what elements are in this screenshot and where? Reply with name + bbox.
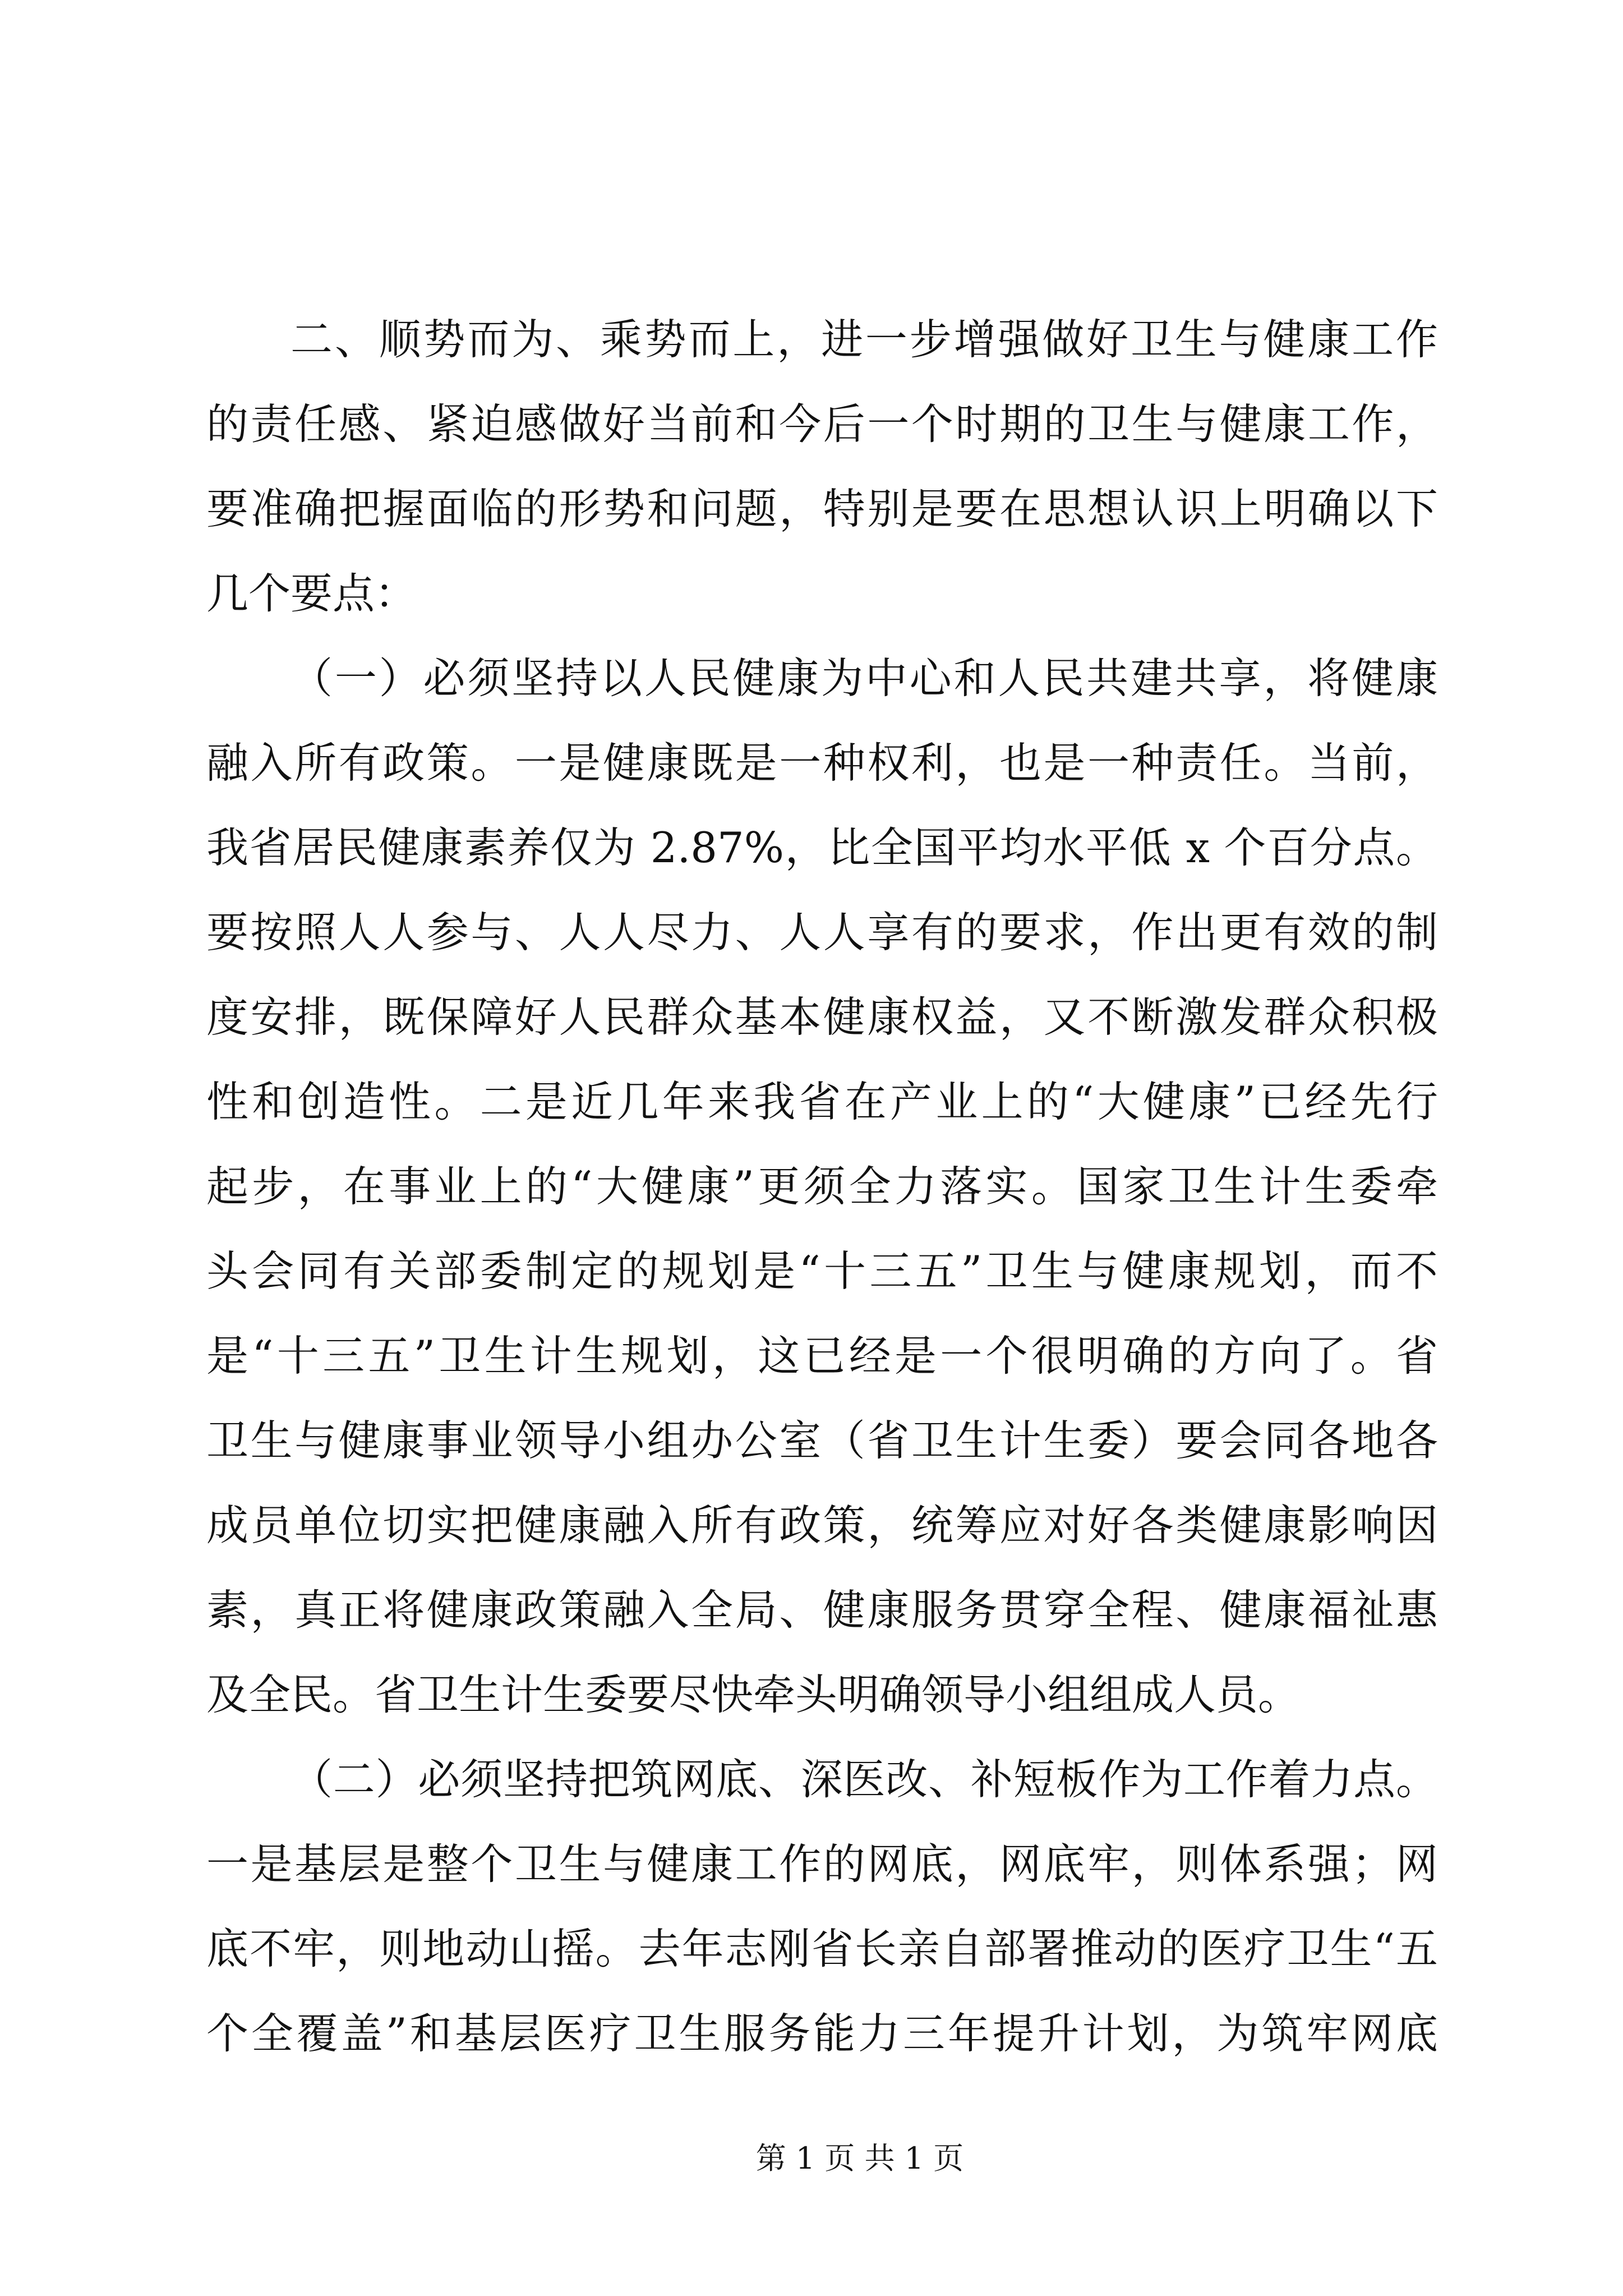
document-body <box>206 297 1438 2076</box>
text-line: 头会同有关部委制定的规划是“十三五”卫生与健康规划，而不 <box>206 1246 1438 1296</box>
paragraph-point-one <box>206 636 1438 1737</box>
text-line: 二、顺势而为、乘势而上，进一步增强做好卫生与健康工作 <box>291 315 1438 364</box>
text-line: （一）必须坚持以人民健康为中心和人民共建共享，将健康 <box>291 654 1438 703</box>
text-line: 卫生与健康事业领导小组办公室（省卫生计生委）要会同各地各 <box>206 1416 1438 1465</box>
text-line: 底不牢，则地动山摇。去年志刚省长亲自部署推动的医疗卫生“五 <box>206 1924 1438 1973</box>
text-line: 度安排，既保障好人民群众基本健康权益，又不断激发群众积极 <box>206 992 1438 1042</box>
text-line: 要按照人人参与、人人尽力、人人享有的要求，作出更有效的制 <box>206 908 1438 957</box>
text-line: 融入所有政策。一是健康既是一种权利，也是一种责任。当前， <box>206 738 1438 788</box>
text-line: 素，真正将健康政策融入全局、健康服务贯穿全程、健康福祉惠 <box>206 1585 1438 1635</box>
text-line: 个全覆盖”和基层医疗卫生服务能力三年提升计划，为筑牢网底 <box>206 2009 1438 2058</box>
text-line: 几个要点： <box>206 569 417 618</box>
text-line: 起步，在事业上的“大健康”更须全力落实。国家卫生计生委牵 <box>206 1162 1438 1211</box>
text-line: 一是基层是整个卫生与健康工作的网底，网底牢，则体系强；网 <box>206 1839 1438 1889</box>
text-line: 的责任感、紧迫感做好当前和今后一个时期的卫生与健康工作， <box>206 399 1438 449</box>
page-number-footer: 第 1 页 共 1 页 <box>755 2141 964 2176</box>
text-line: 及全民。省卫生计生委要尽快牵头明确领导小组组成人员。 <box>206 1670 1301 1719</box>
paragraph-point-two <box>206 1737 1438 2076</box>
paragraph-section-two <box>206 297 1438 636</box>
text-line: 性和创造性。二是近几年来我省在产业上的“大健康”已经先行 <box>206 1077 1438 1126</box>
text-line: 成员单位切实把健康融入所有政策，统筹应对好各类健康影响因 <box>206 1501 1438 1550</box>
text-line: 要准确把握面临的形势和问题，特别是要在思想认识上明确以下 <box>206 484 1438 533</box>
text-line: 我省居民健康素养仅为 2.87%，比全国平均水平低 x 个百分点。 <box>206 823 1438 872</box>
text-line: （二）必须坚持把筑网底、深医改、补短板作为工作着力点。 <box>291 1755 1438 1804</box>
text-line: 是“十三五”卫生计生规划，这已经是一个很明确的方向了。省 <box>206 1331 1438 1381</box>
